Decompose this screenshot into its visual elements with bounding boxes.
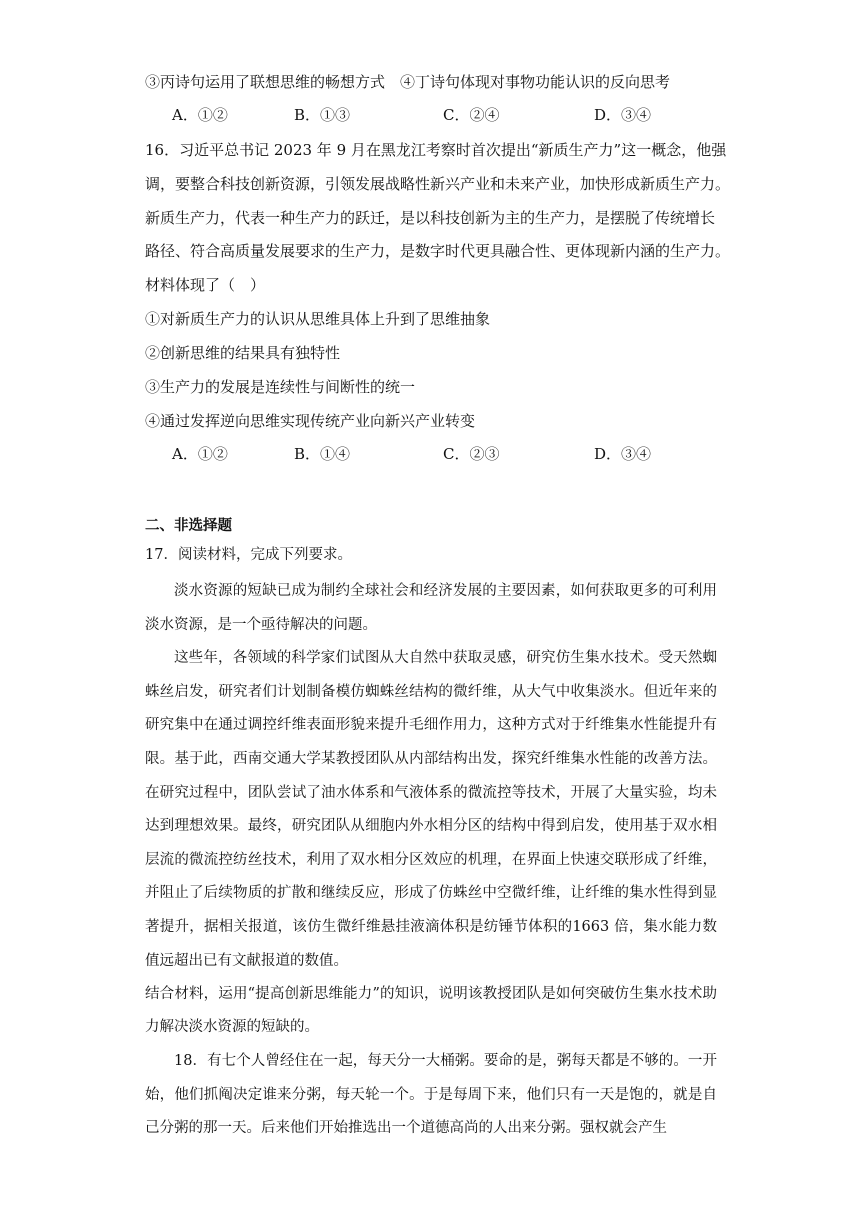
q15-option-c: C．②④ [443, 106, 500, 124]
q17-intro: 17．阅读材料，完成下列要求。 [145, 547, 352, 563]
q16-statement: ①对新质生产力的认识从思维具体上升到了思维抽象 [145, 310, 491, 328]
q16-stem-line: 路径、符合高质量发展要求的生产力，是数字时代更具融合性、更体现新内涵的生产力。 [145, 242, 731, 260]
q17-question-text: 结合材料，运用“提高创新思维能力”的知识，说明该教授团队是如何突破仿生集水技术助力解决淡水资源的短缺的。 [145, 986, 717, 1035]
q17-material [145, 575, 717, 978]
q18-paragraph: 18．有七个人曾经住在一起，每天分一大桶粥。要命的是，粥每天都是不够的。一开始，他们抓阄决定谁来分粥，每天轮一个。于是每周下来，他们只有一天是饱的，就是自己分粥的那一天。后来他们开始推选出一个道德高尚的人出来分粥。强权就会产生 [145, 1053, 717, 1136]
q16-stem-line: 调，要整合科技创新资源，引领发展战略性新兴产业和未来产业，加快形成新质生产力。 [145, 175, 731, 193]
q17-paragraph: 这些年，各领域的科学家们试图从大自然中获取灵感，研究仿生集水技术。受天然蜘蛛丝启发，研究者们计划制备模仿蜘蛛丝结构的微纤维，从大气中收集淡水。但近年来的研究集中在通过调控纤维表面形貌来提升毛细作用力，这种方式对于纤维集水性能提升有限。基于此，西南交通大学某教授团队从内部结构出发，探究纤维集水性能的改善方法。在研究过程中，团队尝试了油水体系和气液体系的微流控等技术，开展了大量实验，均未达到理想效果。最终，研究团队从细胞内外水相分区的结构中得到启发，使用基于双水相层流的微流控纺丝技术，利用了双水相分区效应的机理，在界面上快速交联形成了纤维，并阻止了后续物质的扩散和继续反应，形成了仿蛛丝中空微纤维，让纤维的集水性得到显著提升，据相关报道，该仿生微纤维悬挂液滴体积是纺锤节体积的1663 倍，集水能力数值远超出已有文献报道的数值。 [145, 650, 717, 969]
q15-option-b: B．①③ [294, 106, 351, 124]
q16-stem-line: 材料体现了（ ） [145, 276, 266, 294]
q16-options [172, 444, 732, 464]
q16-stem-line: 新质生产力，代表一种生产力的跃迁，是以科技创新为主的生产力，是摆脱了传统增长 [145, 209, 716, 227]
q15-option-a: A．①② [172, 106, 228, 124]
q15-options [172, 105, 732, 125]
q16-option-d: D．③④ [594, 445, 652, 463]
q16-option-c: C．②③ [443, 445, 500, 463]
q17-question [145, 978, 717, 1044]
q16-statement: ③生产力的发展是连续性与间断性的统一 [145, 378, 416, 396]
q18-block [145, 1045, 717, 1146]
q17-paragraph: 淡水资源的短缺已成为制约全球社会和经济发展的主要因素，如何获取更多的可利用淡水资源，是一个亟待解决的问题。 [145, 583, 717, 633]
q16-option-b: B．①④ [294, 445, 351, 463]
q16-statement: ④通过发挥逆向思维实现传统产业向新兴产业转变 [145, 412, 476, 430]
q15-statement-line: ③丙诗句运用了联想思维的畅想方式 ④丁诗句体现对事物功能认识的反向思考 [145, 73, 671, 91]
q16-statement: ②创新思维的结果具有独特性 [145, 344, 341, 362]
q16-stem-line: 16．习近平总书记 2023 年 9 月在黑龙江考察时首次提出“新质生产力”这一概念，他强 [145, 141, 727, 159]
q15-option-d: D．③④ [594, 106, 652, 124]
section-heading: 二、非选择题 [145, 518, 232, 534]
q16-option-a: A．①② [172, 445, 228, 463]
